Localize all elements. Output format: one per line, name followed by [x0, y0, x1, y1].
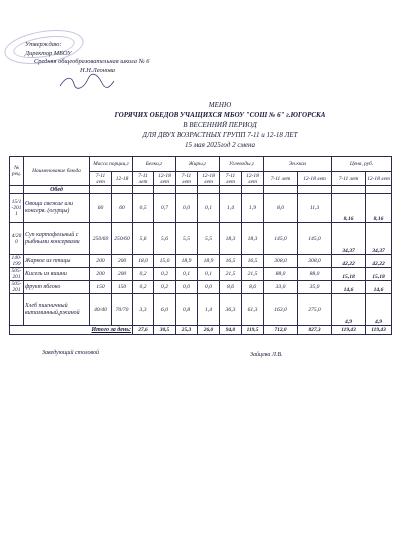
table-row — [10, 223, 392, 255]
header-dish-name: Наименование блюда — [24, 157, 90, 186]
mass-7-11: 200 — [90, 268, 112, 281]
sub-carbs-7-11: 7-11 лет — [220, 172, 242, 186]
carbs-7-11: 36,3 — [220, 294, 242, 326]
menu-subtitle-groups: ДЛЯ ДВУХ ВОЗРАСТНЫХ ГРУПП 7-11 и 12-18 ЛЕТ — [142, 131, 298, 139]
proteins-12-18: 5,6 — [154, 223, 176, 255]
dish-name: Суп картофельный с рыбными консервами — [24, 223, 90, 255]
energy-7-11: 33,0 — [264, 281, 298, 294]
total-price-7-11: 119,43 — [332, 326, 366, 335]
dish-name: фрукт яблоко — [24, 281, 90, 294]
menu-subtitle-school: ГОРЯЧИХ ОБЕДОВ УЧАЩИХСЯ МБОУ "СОШ № 6" г.ЮГОРСКА — [114, 111, 326, 119]
header-fats: Жиры,г — [176, 157, 220, 172]
mass-12-18: 60 — [112, 194, 133, 223]
price-12-18: 14,6 — [366, 281, 392, 294]
carbs-7-11: 1,4 — [220, 194, 242, 223]
carbs-12-18: 18,3 — [242, 223, 264, 255]
carbs-12-18: 8,6 — [242, 281, 264, 294]
fats-12-18: 0,1 — [198, 194, 220, 223]
energy-12-18: 88,0 — [298, 268, 332, 281]
proteins-12-18: 15,0 — [154, 255, 176, 268]
mass-7-11: 250/60 — [90, 223, 112, 255]
price-12-18: 34,37 — [366, 223, 392, 255]
dish-name: Хлеб пшеничный витаминный,ржаной — [24, 294, 90, 326]
menu-title: МЕНЮ — [208, 101, 232, 109]
table-row — [10, 268, 392, 281]
approval-line-4: Н.Н.Леонова — [80, 66, 115, 74]
sub-mass-12-18: 12-18 — [112, 172, 133, 186]
sub-energy-7-11: 7-11 лет — [264, 172, 298, 186]
proteins-7-11: 0,5 — [133, 194, 154, 223]
carbs-12-18: 1,9 — [242, 194, 264, 223]
energy-12-18: 35,0 — [298, 281, 332, 294]
approval-line-3: Средняя общеобразовательная школа № 6 — [34, 58, 150, 66]
sub-fats-12-18: 12-18 лет — [198, 172, 220, 186]
proteins-7-11: 18,0 — [133, 255, 154, 268]
total-price-12-18: 119,43 — [366, 326, 392, 335]
energy-7-11: 163,0 — [264, 294, 298, 326]
recipe-number: 4/200 — [10, 223, 24, 255]
total-label: Итого за день: — [10, 326, 133, 335]
fats-7-11: 0,1 — [176, 268, 198, 281]
header-price: Цена, руб. — [332, 157, 392, 172]
carbs-7-11: 21,5 — [220, 268, 242, 281]
sub-price-12-18: 12-18 лет — [366, 172, 392, 186]
energy-7-11: 145,0 — [264, 223, 298, 255]
menu-title-block — [40, 100, 400, 150]
dish-name: Жаркое из птицы — [24, 255, 90, 268]
fats-7-11: 0,0 — [176, 281, 198, 294]
energy-12-18: 11,3 — [298, 194, 332, 223]
recipe-number: 505-201 — [10, 281, 24, 294]
energy-12-18: 145,0 — [298, 223, 332, 255]
mass-12-18: 200 — [112, 268, 133, 281]
proteins-7-11: 0,2 — [133, 268, 154, 281]
total-carbs-7-11: 94,0 — [220, 326, 242, 335]
price-12-18: 8,16 — [366, 194, 392, 223]
fats-12-18: 0,1 — [198, 268, 220, 281]
total-fats-12-18: 26,0 — [198, 326, 220, 335]
section-row — [10, 186, 392, 194]
price-7-11: 42,22 — [332, 255, 366, 268]
proteins-7-11: 0,2 — [133, 281, 154, 294]
table-row — [10, 281, 392, 294]
menu-table — [9, 156, 392, 335]
header-recipe: № рец. — [10, 157, 24, 186]
proteins-7-11: 3,3 — [133, 294, 154, 326]
mass-7-11: 40/40 — [90, 294, 112, 326]
table-row — [10, 255, 392, 268]
mass-12-18: 250/60 — [112, 223, 133, 255]
mass-7-11: 60 — [90, 194, 112, 223]
sub-fats-7-11: 7-11 лет — [176, 172, 198, 186]
sub-proteins-7-11: 7-11 лет — [133, 172, 154, 186]
price-12-18: 4,9 — [366, 294, 392, 326]
mass-7-11: 150 — [90, 281, 112, 294]
fats-7-11: 18,9 — [176, 255, 198, 268]
fats-12-18: 0,0 — [198, 281, 220, 294]
sub-price-7-11: 7-11 лет — [332, 172, 366, 186]
mass-12-18: 70/70 — [112, 294, 133, 326]
carbs-12-18: 21,5 — [242, 268, 264, 281]
total-energy-12-18: 827,3 — [298, 326, 332, 335]
header-carbs: Углеводы,г — [220, 157, 264, 172]
proteins-12-18: 6,0 — [154, 294, 176, 326]
total-proteins-12-18: 30,5 — [154, 326, 176, 335]
table-header-row — [10, 157, 392, 172]
approval-line-2: Директор МБОУ — [25, 49, 72, 57]
total-fats-7-11: 25,3 — [176, 326, 198, 335]
menu-subtitle-period: В ВЕСЕННИЙ ПЕРИОД — [183, 121, 257, 129]
total-row — [10, 326, 392, 335]
header-energy: Эн.ккал — [264, 157, 332, 172]
total-carbs-12-18: 119,5 — [242, 326, 264, 335]
proteins-12-18: 0,2 — [154, 281, 176, 294]
fats-12-18: 5,5 — [198, 223, 220, 255]
carbs-12-18: 16,5 — [242, 255, 264, 268]
price-7-11: 14,6 — [332, 281, 366, 294]
proteins-12-18: 0,2 — [154, 268, 176, 281]
mass-12-18: 200 — [112, 255, 133, 268]
header-proteins: Белки,г — [133, 157, 176, 172]
sub-carbs-12-18: 12-18 лет — [242, 172, 264, 186]
energy-12-18: 275,0 — [298, 294, 332, 326]
price-7-11: 4,9 — [332, 294, 366, 326]
energy-7-11: 88,0 — [264, 268, 298, 281]
signature-mark — [58, 73, 116, 91]
footer-signatory: Зайцева Л.В. — [250, 352, 283, 358]
fats-12-18: 18,9 — [198, 255, 220, 268]
carbs-7-11: 18,3 — [220, 223, 242, 255]
mass-7-11: 200 — [90, 255, 112, 268]
menu-date: 15 мая 2025год 2 смена — [184, 141, 256, 149]
carbs-7-11: 16,5 — [220, 255, 242, 268]
sub-energy-12-18: 12-18 лет — [298, 172, 332, 186]
price-7-11: 15,18 — [332, 268, 366, 281]
total-energy-7-11: 712,0 — [264, 326, 298, 335]
price-7-11: 8,16 — [332, 194, 366, 223]
sub-proteins-12-18: 12-18 лет — [154, 172, 176, 186]
recipe-number: 505-201 — [10, 268, 24, 281]
carbs-12-18: 61,3 — [242, 294, 264, 326]
carbs-7-11: 8,6 — [220, 281, 242, 294]
table-row — [10, 194, 392, 223]
proteins-7-11: 5,6 — [133, 223, 154, 255]
energy-7-11: 308,0 — [264, 255, 298, 268]
total-proteins-7-11: 27,6 — [133, 326, 154, 335]
section-label: Обед — [24, 186, 90, 194]
recipe-number: 140-199 — [10, 255, 24, 268]
header-mass: Масса порции,г — [90, 157, 133, 172]
fats-7-11: 0,0 — [176, 194, 198, 223]
approval-line-1: Утверждаю: — [25, 41, 62, 48]
price-12-18: 15,18 — [366, 268, 392, 281]
approval-block — [25, 41, 185, 75]
fats-12-18: 1,4 — [198, 294, 220, 326]
proteins-12-18: 0,7 — [154, 194, 176, 223]
dish-name: Овощи свежие или консерв. (огурцы) — [24, 194, 90, 223]
recipe-number: 15/1-2011 — [10, 194, 24, 223]
price-12-18: 42,22 — [366, 255, 392, 268]
dish-name: Кисель из вишни — [24, 268, 90, 281]
table-row — [10, 294, 392, 326]
sub-mass-7-11: 7-11 лет — [90, 172, 112, 186]
fats-7-11: 5,5 — [176, 223, 198, 255]
fats-7-11: 0,8 — [176, 294, 198, 326]
recipe-number — [10, 294, 24, 326]
energy-12-18: 308,0 — [298, 255, 332, 268]
mass-12-18: 150 — [112, 281, 133, 294]
price-7-11: 34,37 — [332, 223, 366, 255]
footer-position: Заведующий столовой — [42, 350, 100, 356]
energy-7-11: 8,0 — [264, 194, 298, 223]
